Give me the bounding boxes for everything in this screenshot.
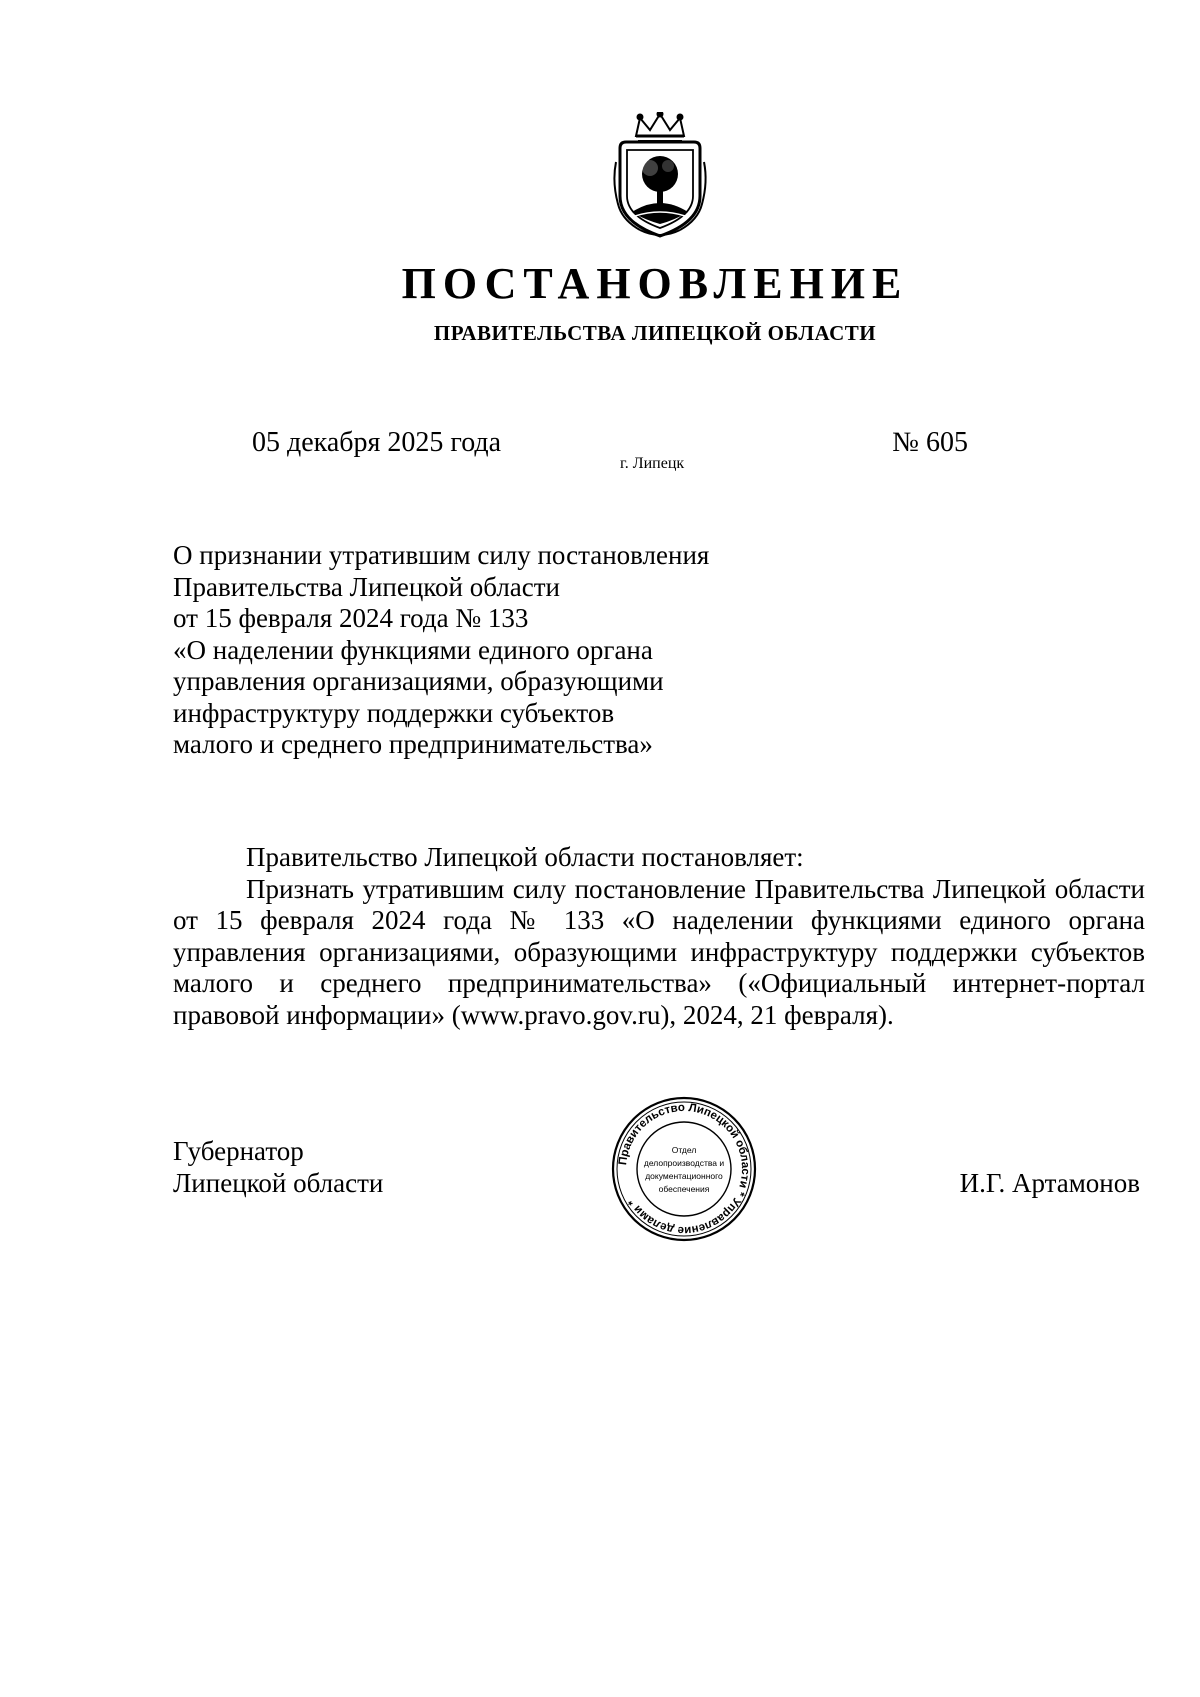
document-date: 05 декабря 2025 года [252,427,502,458]
document-subject [173,540,793,761]
subject-line: инфраструктуру поддержки субъектов [173,697,615,728]
document-number: № 605 [892,427,968,458]
seal-center-line: обеспечения [658,1184,710,1194]
document-title: ПОСТАНОВЛЕНИЕ [401,259,909,308]
signer-title [173,1136,383,1199]
subject-line: от 15 февраля 2024 года № 133 [173,603,529,633]
coat-of-arms-icon [610,112,710,240]
resolution-paragraph: Признать утратившим силу постановление Правительства Липецкой области от 15 февраля 2024 года № 133 «О наделении функциями единого органа управления организациями, образующими инфраструктуру поддержки субъектов малого и среднего предпринимательства» («Официальный интернет-портал правовой информации» (www.pravo.gov.ru), 2024, 21 февраля). [173,873,1145,1030]
document-city: г. Липецк [620,455,685,472]
document-issuer: ПРАВИТЕЛЬСТВА ЛИПЕЦКОЙ ОБЛАСТИ [433,321,877,345]
preamble-paragraph: Правительство Липецкой области постановляет: [246,842,804,872]
seal-icon [610,1095,758,1243]
seal-center-line: документационного [645,1171,723,1181]
signer-title-line: Липецкой области [173,1167,384,1198]
signer-name: И.Г. Артамонов [959,1168,1140,1198]
subject-line: управления организациями, образующими [173,666,664,696]
subject-line: малого и среднего предпринимательства» [173,729,653,759]
seal-ring-text: Правительство Липецкой области * Управление делами * [617,1101,752,1237]
seal-center-line: делопроизводства и [643,1158,725,1168]
signer-title-line: Губернатор [173,1136,304,1166]
subject-line: «О наделении функциями единого органа [173,634,653,665]
subject-line: О признании утратившим силу постановления [173,540,710,570]
document-body [173,842,1145,1031]
subject-line: Правительства Липецкой области [173,571,561,602]
seal-center-line: Отдел [671,1145,697,1155]
